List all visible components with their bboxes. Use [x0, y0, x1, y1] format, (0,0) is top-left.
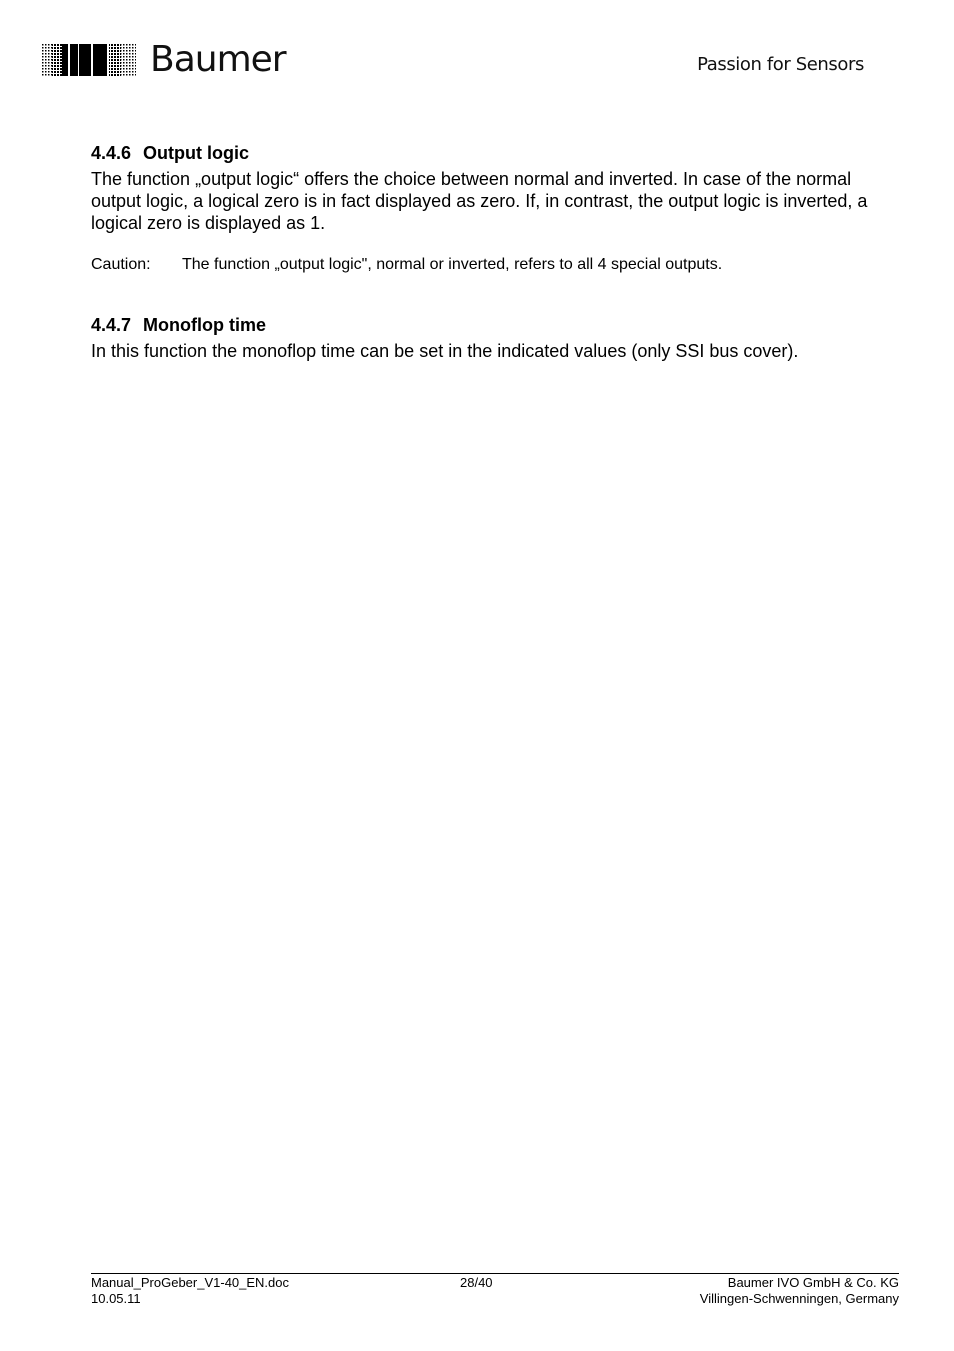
tagline: Passion for Sensors — [697, 54, 864, 75]
footer-right — [700, 1275, 899, 1307]
section-number: 4.4.7 — [91, 315, 132, 335]
section-number: 4.4.6 — [91, 143, 132, 163]
section-title: Monoflop time — [143, 315, 266, 335]
baumer-logo — [42, 39, 286, 80]
page-content — [91, 141, 901, 362]
footer-company: Baumer IVO GmbH & Co. KG — [727, 1275, 899, 1290]
section-body: In this function the monoflop time can be set in the indicated values (only SSI bus cover). — [91, 341, 799, 361]
section-monoflop-time — [91, 313, 901, 362]
footer-page-number: 28/40 — [460, 1275, 493, 1290]
page-footer — [91, 1273, 899, 1306]
section-heading — [91, 141, 901, 165]
baumer-logo-mark-icon — [42, 44, 136, 76]
caution-note — [91, 256, 901, 274]
footer-filename: Manual_ProGeber_V1-40_EN.doc — [91, 1275, 290, 1290]
caution-text: The function „output logic", normal or inverted, refers to all 4 special outputs. — [182, 256, 723, 273]
caution-label: Caution: — [91, 256, 151, 273]
footer-date: 10.05.11 — [91, 1291, 141, 1306]
footer-location: Villingen-Schwenningen, Germany — [699, 1291, 899, 1306]
section-heading — [91, 313, 901, 337]
section-body: The function „output logic“ offers the choice between normal and inverted. In case of the normal output logic, a logical zero is in fact displayed as zero. If, in contrast, the output logic is inverted, a logical zero is displayed as 1. — [91, 169, 868, 233]
footer-left — [91, 1275, 289, 1307]
section-output-logic — [91, 141, 901, 274]
logo-wordmark: Baumer — [150, 39, 286, 80]
section-title: Output logic — [143, 143, 249, 163]
